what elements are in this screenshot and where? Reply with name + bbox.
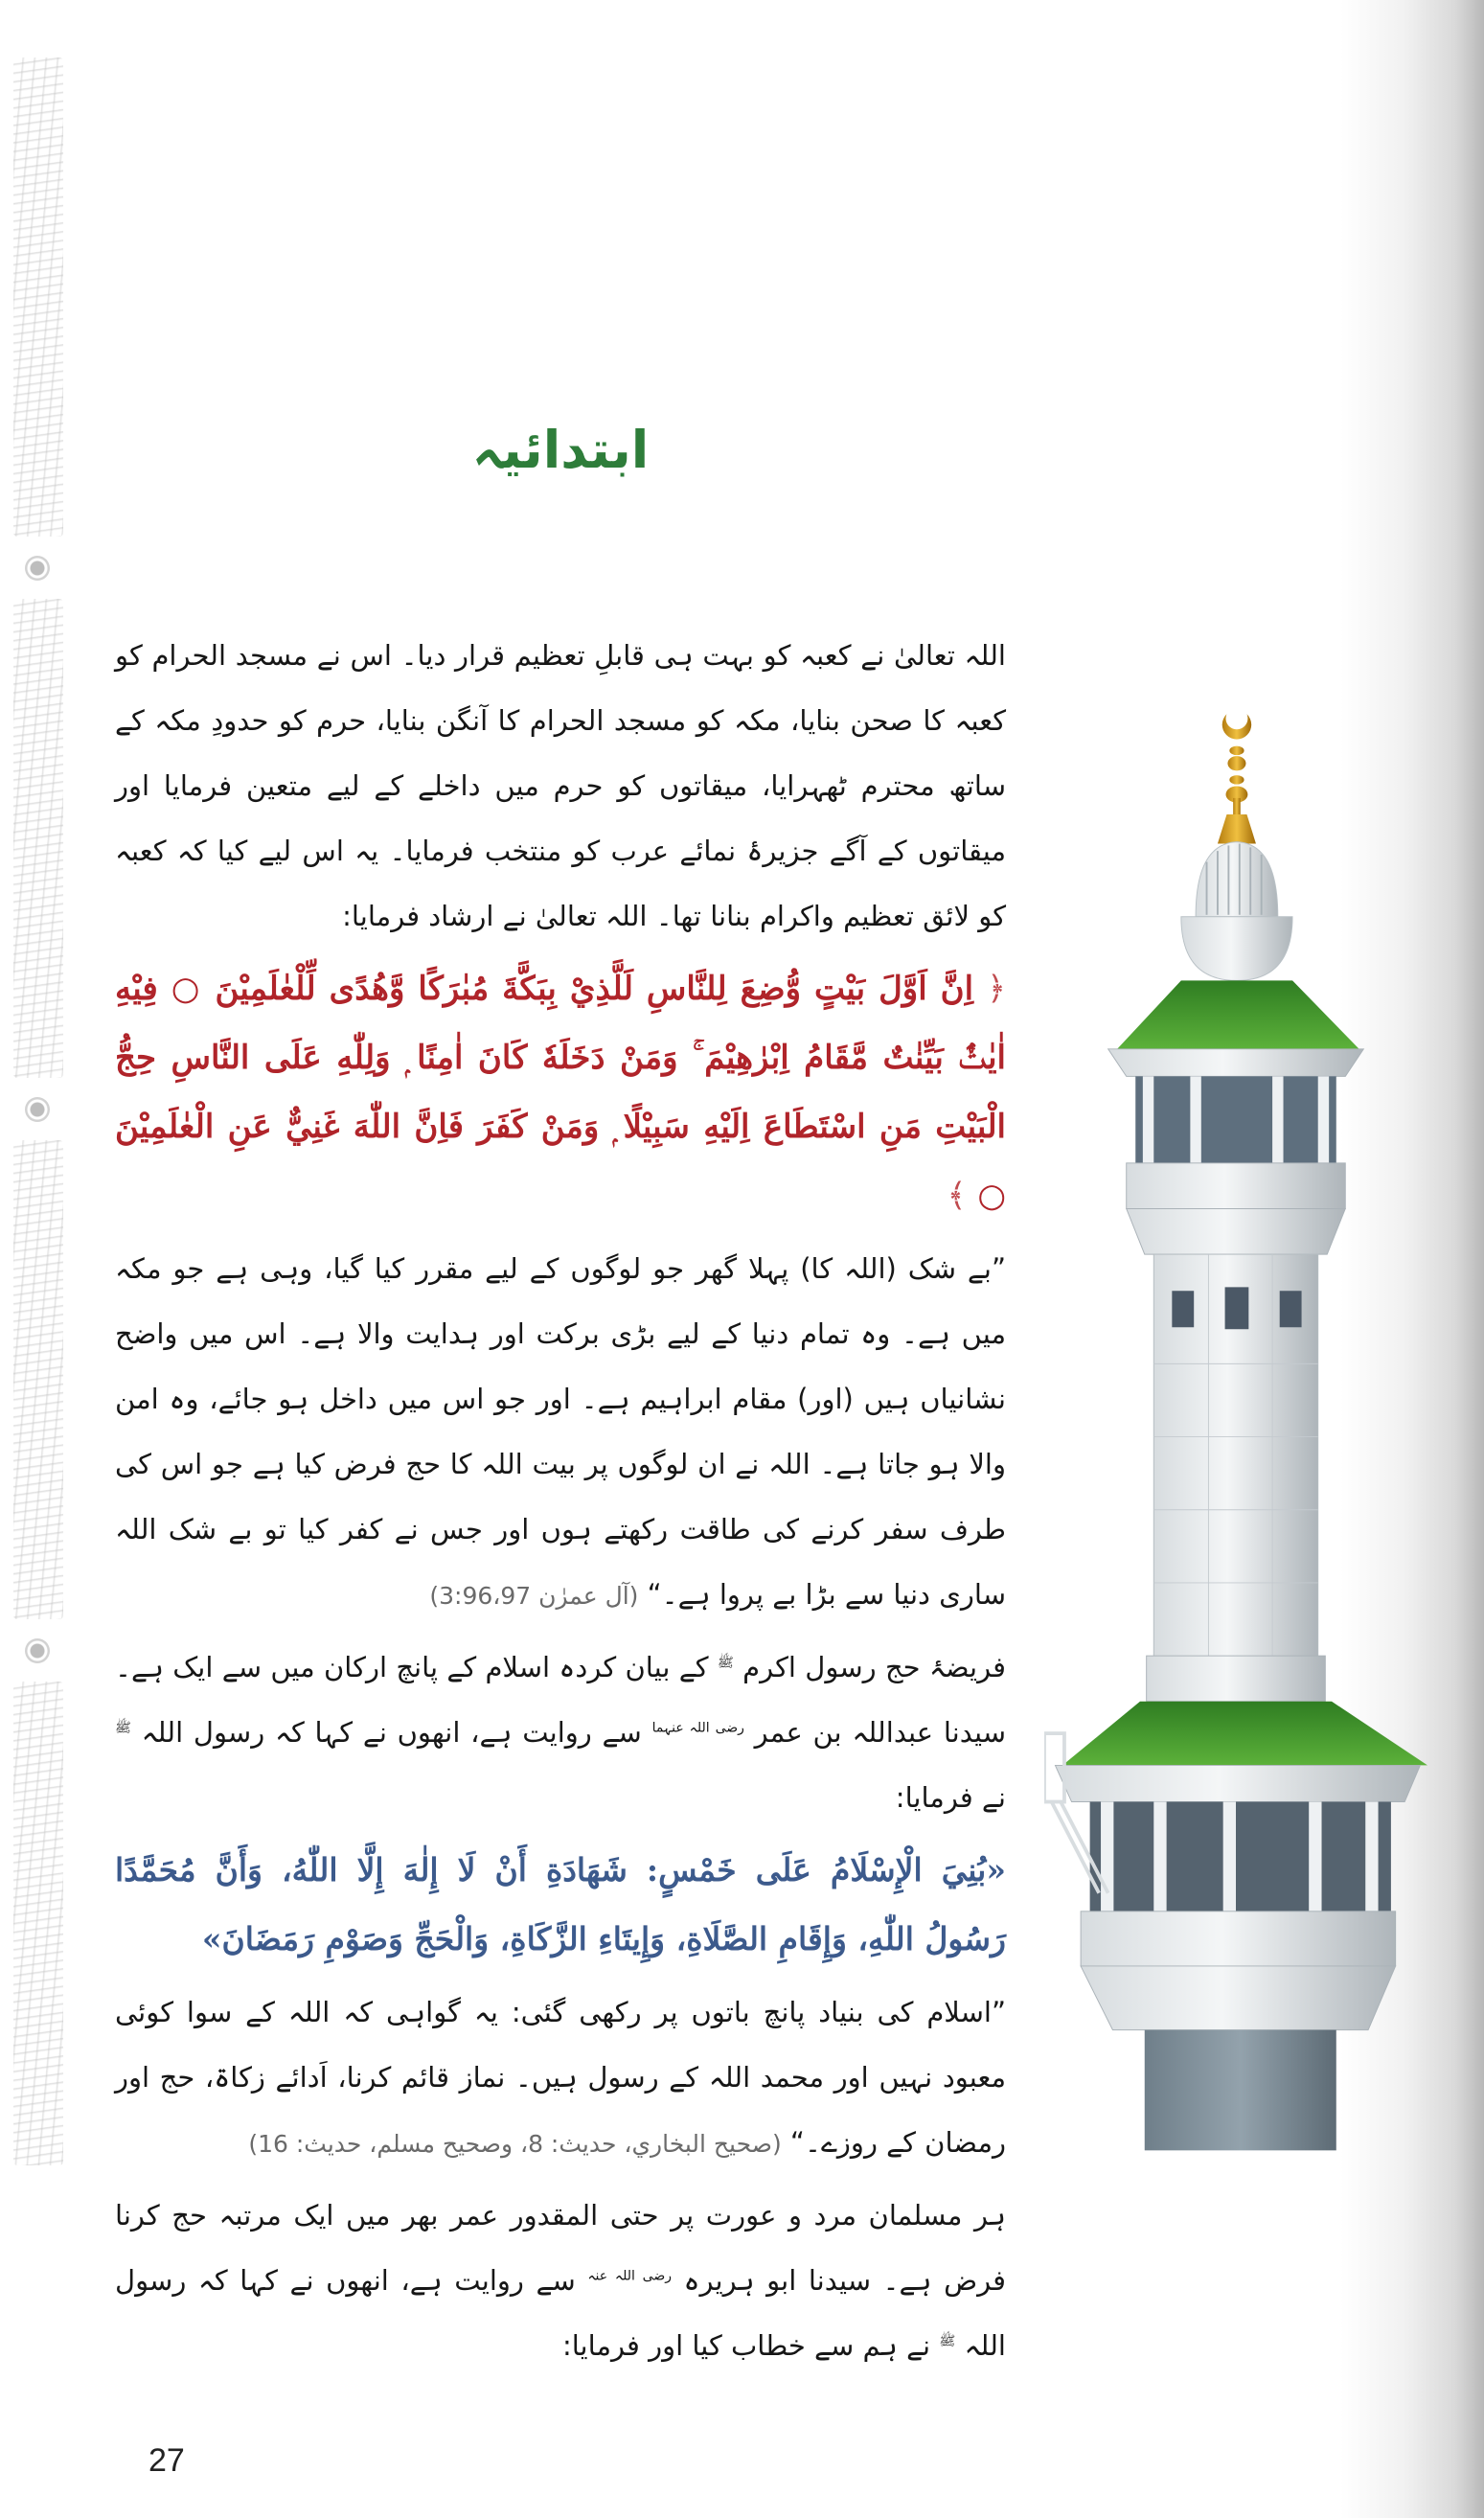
calligraphy-border xyxy=(13,57,63,2165)
closing-paragraph xyxy=(115,2183,1006,2378)
salutation-icon: ﷺ xyxy=(939,2333,956,2349)
hadith-text: «بُنِيَ الْإِسْلَامُ عَلَى خَمْسٍ: شَهَادَةِ أَنْ لَا إِلٰهَ إِلَّا اللّٰهُ، وَأَنَّ مُحَمَّدًا رَسُولُ اللّٰهِ، وَإِقَامِ الصَّلَاةِ، وَإِيتَاءِ الزَّكَاةِ، وَالْحَجِّ وَصَوْمِ رَمَضَانَ» xyxy=(115,1851,1006,1957)
salutation-icon: ﷺ xyxy=(717,1655,734,1671)
ornate-bracket-close-icon: ﴾ xyxy=(947,1177,967,1215)
quran-verse-text: اِنَّ اَوَّلَ بَيْتٍ وُّضِعَ لِلنَّاسِ لَلَّذِيْ بِبَكَّةَ مُبٰرَكًا وَّهُدًى لِّلْعٰلَمِيْنَ ○ فِيْهِ اٰيٰتٌۢ بَيِّنٰتٌ مَّقَامُ اِبْرٰهِيْمَ ۚ وَمَنْ دَخَلَهٗ كَانَ اٰمِنًا ۭ وَلِلّٰهِ عَلَى النَّاسِ حِجُّ الْبَيْتِ مَنِ اسْتَطَاعَ اِلَيْهِ سَبِيْلًا ۭ وَمَنْ كَفَرَ فَاِنَّ اللّٰهَ غَنِيٌّ عَنِ الْعٰلَمِيْنَ ○ xyxy=(115,970,1006,1215)
page-number: 27 xyxy=(148,2442,185,2479)
pillars-text: نے فرمایا: xyxy=(895,1781,1006,1814)
pillars-paragraph xyxy=(115,1635,1006,1830)
pillars-text: فریضۂ حج رسول اکرم xyxy=(742,1651,1006,1683)
intro-paragraph: اللہ تعالیٰ نے کعبہ کو بہت ہی قابلِ تعظیم قرار دیا۔ اس نے مسجد الحرام کو کعبہ کا صحن بنایا، مکہ کو مسجد الحرام کا آنگن بنایا، حرم کو حدودِ مکہ کے ساتھ محترم ٹھہرایا، میقاتوں کو حرم میں داخلے کے لیے متعین فرمایا اور میقاتوں کے آگے جزیرۂ نمائے عرب کو منتخب فرمایا۔ یہ اس لیے کیا کہ کعبہ کو لائق تعظیم واکرام بنانا تھا۔ اللہ تعالیٰ نے ارشاد فرمایا: xyxy=(115,639,1006,932)
verse-translation xyxy=(115,1236,1006,1629)
calligraphy-panel xyxy=(13,599,63,1078)
minaret-illustration xyxy=(1044,671,1427,2186)
companion-honorific-icon: رضی اللہ عنہ xyxy=(587,2268,672,2284)
hadith-translation-text: ”اسلام کی بنیاد پانچ باتوں پر رکھی گئی: یہ گواہی کہ اللہ کے سوا کوئی معبود نہیں اور محمد اللہ کے رسول ہیں۔ نماز قائم کرنا، اَدائے زکاۃ، حج اور رمضان کے روزے۔“ xyxy=(115,1996,1006,2159)
text-column xyxy=(115,0,1006,2422)
page-title: ابتدائیہ xyxy=(471,420,650,480)
quran-verse xyxy=(115,954,1006,1230)
verse-reference: (آل عمرٰن 3:96،97) xyxy=(429,1582,639,1610)
calligraphy-panel xyxy=(13,1140,63,1619)
circle-ornament-icon xyxy=(25,1638,50,1663)
closing-text: نے ہم سے خطاب کیا اور فرمایا: xyxy=(561,2329,931,2362)
verse-translation-text: ”بے شک (اللہ کا) پہلا گھر جو لوگوں کے لیے مقرر کیا گیا، وہی ہے جو مکہ میں ہے۔ وہ تمام دنیا کے لیے بڑی برکت اور ہدایت والا ہے۔ اس میں واضح نشانیاں ہیں (اور) مقام ابراہیم ہے۔ اور جو اس میں داخل ہو جائے، وہ امن والا ہو جاتا ہے۔ اللہ نے ان لوگوں پر بیت اللہ کا حج فرض کیا ہے جو اس کی طرف سفر کرنے کی طاقت رکھتے ہوں اور جس نے کفر کیا تو بے شک اللہ ساری دنیا سے بڑا بے پروا ہے۔“ xyxy=(115,1252,1006,1611)
crescent-finial-icon xyxy=(1218,714,1256,843)
closing-text: ہر مسلمان مرد و عورت پر حتی المقدور عمر بھر میں ایک مرتبہ حج کرنا فرض ہے۔ سیدنا ابو ہریرہ xyxy=(115,2199,1007,2297)
pillars-text: سے روایت ہے، انھوں نے کہا کہ رسول اللہ xyxy=(141,1716,642,1749)
companion-honorific-icon: رضی اللہ عنہما xyxy=(651,1720,744,1736)
closing-text: سے روایت ہے، انھوں نے کہا کہ رسول اللہ xyxy=(115,2264,1006,2362)
circle-ornament-icon xyxy=(25,1097,50,1122)
pillars-text: کے بیان کردہ اسلام کے پانچ ارکان میں سے ایک ہے۔ سیدنا عبداللہ بن عمر xyxy=(115,1651,1007,1749)
salutation-icon: ﷺ xyxy=(115,1720,131,1736)
calligraphy-panel xyxy=(13,1682,63,2165)
calligraphy-panel xyxy=(13,57,63,537)
hadith-translation xyxy=(115,1980,1006,2177)
hadith-reference: (صحيح البخاري، حديث: 8، وصحيح مسلم، حديث: 16) xyxy=(248,2130,782,2158)
circle-ornament-icon xyxy=(25,556,50,581)
ornate-bracket-open-icon: ﴿ xyxy=(987,970,1006,1008)
